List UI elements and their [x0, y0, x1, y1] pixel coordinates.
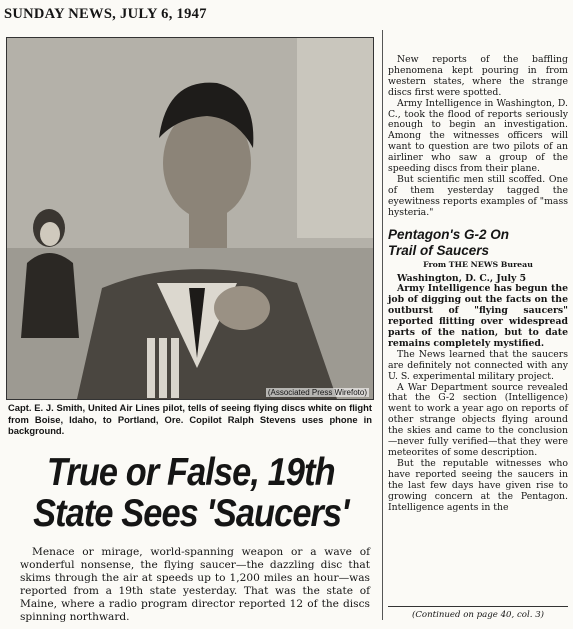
lede-paragraph: Menace or mirage, world-spanning weapon or a wave of wonderful nonsense, the flying saucer—the dazzling disc that skims through the air at speeds up to 1,200 miles an hour—was reported from a 19th state yesterday. That was the state of Maine, where a radio program director reported 12 of the discs spinning northward.	[20, 546, 370, 623]
column-paragraph: New reports of the baffling phenomena kept pouring in from western states, where the strange discs first were spotted.	[388, 54, 568, 98]
column-paragraph: Army Intelligence has begun the job of digging out the facts on the outburst of "flying saucers" reported flitting over widespread parts of the nation, but to date remains completely mystified.	[388, 283, 568, 349]
headline-line-2: State Sees 'Saucers'	[33, 492, 349, 535]
photo-credit: (Associated Press Wirefoto)	[267, 388, 367, 397]
headline	[6, 452, 376, 534]
subheadline-line-1: Pentagon's G-2 On	[388, 226, 509, 242]
pilot-photo-illustration	[7, 38, 373, 399]
column-divider	[382, 30, 383, 620]
photo-caption: Capt. E. J. Smith, United Air Lines pilot, tells of seeing flying discs white on flight from Boise, Idaho, to Portland, Ore. Copilot Ralph Stevens uses phone in background.	[8, 402, 372, 436]
column-paragraph: The News learned that the saucers are definitely not connected with any U. S. experimental military project.	[388, 348, 568, 382]
subheadline-line-2: Trail of Saucers	[388, 242, 490, 258]
column-paragraph: But the reputable witnesses who have reported seeing the saucers in the last few days have given rise to growing concern at the Pentagon. Intelligence agents in the	[388, 457, 568, 513]
column-paragraph: Army Intelligence in Washington, D. C., took the flood of reports seriously enough to begin an investigation. Among the witnesses officers will want to question are two pilots of an airliner who saw a group of the speeding discs from their plane.	[388, 97, 568, 175]
column-paragraph: A War Department source revealed that the G-2 section (Intelligence) went to work a year ago on reports of other strange objects flying around the skies and came to the conclusion—never fully verified—that they were meteorites of some description.	[388, 381, 568, 458]
subheadline	[388, 227, 568, 259]
continued-notice: (Continued on page 40, col. 3)	[388, 606, 568, 620]
right-column	[388, 55, 568, 513]
column-paragraph: But scientific men still scoffed. One of them yesterday tagged the eyewitness reports examples of "mass hysteria."	[388, 173, 568, 218]
headline-line-1: True or False, 19th	[46, 451, 335, 494]
masthead: SUNDAY NEWS, JULY 6, 1947	[4, 6, 207, 22]
news-photo	[6, 37, 374, 400]
dateline: Washington, D. C., July 5	[397, 272, 527, 284]
byline: From THE NEWS Bureau	[423, 259, 533, 269]
